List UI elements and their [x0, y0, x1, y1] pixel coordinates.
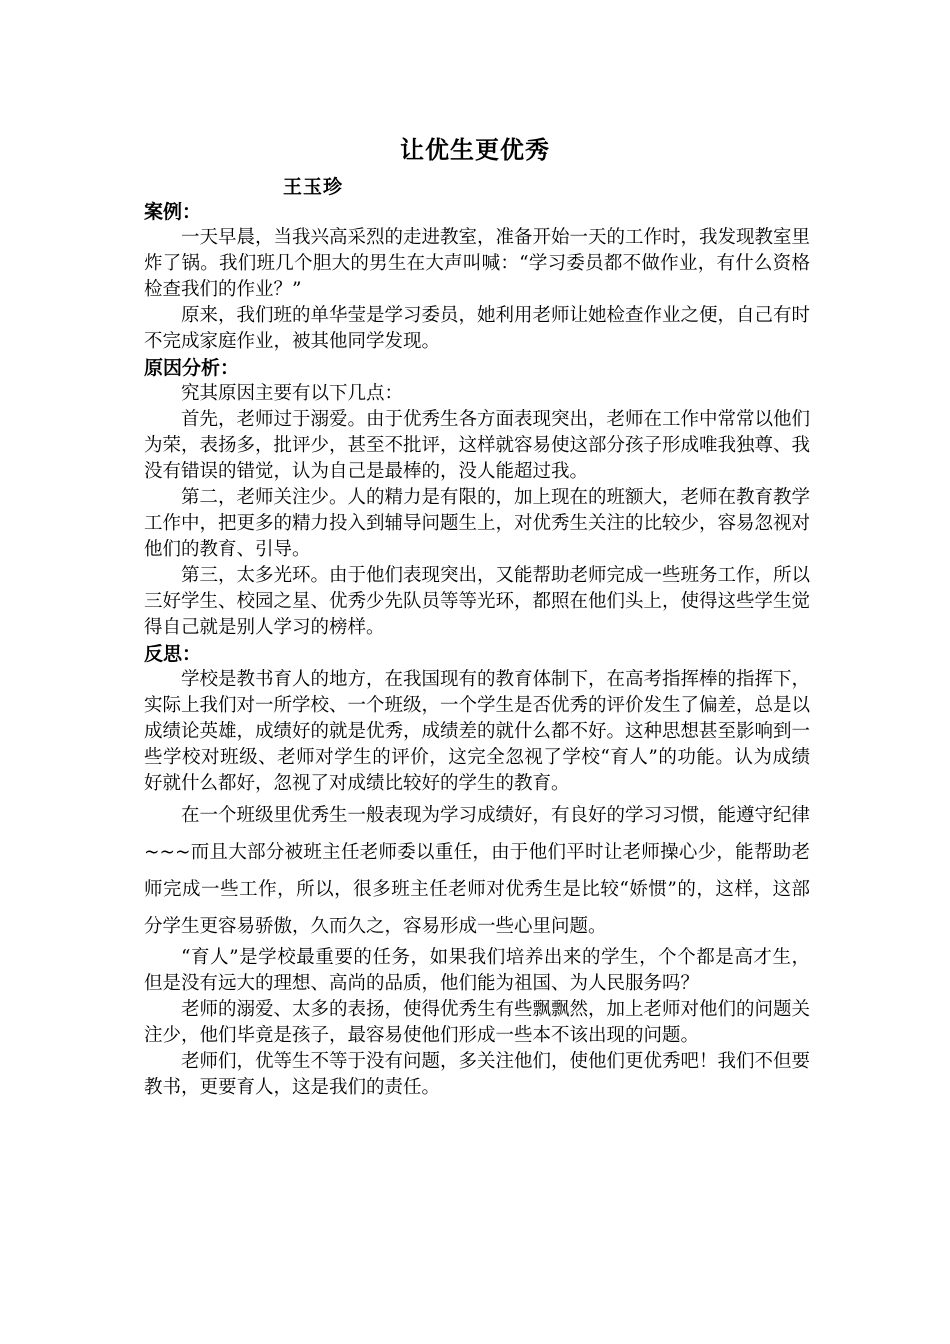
section-heading-case: 案例：	[144, 201, 202, 223]
paragraph: “育人”是学校最重要的任务，如果我们培养出来的学生，个个都是高才生，但是没有远大的理想、高尚的品质，他们能为祖国、为人民服务吗？	[144, 947, 810, 994]
section-case	[144, 199, 810, 355]
section-heading-reflection: 反思：	[144, 643, 202, 665]
document-author: 王玉珍	[283, 176, 344, 198]
paragraph: 老师的溺爱、太多的表扬，使得优秀生有些飘飘然，加上老师对他们的问题关注少，他们毕竟是孩子，最容易使他们形成一些本不该出现的问题。	[144, 999, 811, 1046]
paragraph: 学校是教书育人的地方，在我国现有的教育体制下，在高考指挥棒的指挥下，实际上我们对一所学校、一个班级，一个学生是否优秀的评价发生了偏差，总是以成绩论英雄，成绩好的就是优秀，成绩差的就什么都不好。这种思想甚至影响到一些学校对班级、老师对学生的评价，这完全忽视了学校“育人”的功能。认为成绩好就什么都好，忽视了对成绩比较好的学生的教育。	[144, 669, 811, 794]
paragraph: 究其原因主要有以下几点：	[181, 383, 404, 404]
paragraph: 原来，我们班的单华莹是学习委员，她利用老师让她检查作业之便，自己有时不完成家庭作业，被其他同学发现。	[144, 305, 811, 352]
section-cause-analysis	[144, 355, 810, 641]
paragraph: 一天早晨，当我兴高采烈的走进教室，准备开始一天的工作时，我发现教室里炸了锅。我们班几个胆大的男生在大声叫喊：“学习委员都不做作业，有什么资格检查我们的作业？”	[144, 227, 811, 300]
section-heading-cause-analysis: 原因分析：	[144, 357, 240, 379]
paragraph: 在一个班级里优秀生一般表现为学习成绩好，有良好的学习习惯，能遵守纪律~~~而且大部分被班主任老师委以重任，由于他们平时让老师操心少，能帮助老师完成一些工作，所以，很多班主任老师对优秀生是比较“娇惯”的，这样，这部分学生更容易骄傲，久而久之，容易形成一些心里问题。	[144, 805, 811, 937]
paragraph: 老师们，优等生不等于没有问题，多关注他们，使他们更优秀吧！我们不但要教书，更要育人，这是我们的责任。	[144, 1051, 811, 1098]
document-title: 让优生更优秀	[400, 136, 550, 164]
paragraph: 第三，太多光环。由于他们表现突出，又能帮助老师完成一些班务工作，所以三好学生、校园之星、优秀少先队员等等光环，都照在他们头上，使得这些学生觉得自己就是别人学习的榜样。	[144, 565, 811, 638]
section-reflection	[144, 641, 810, 1101]
paragraph: 首先，老师过于溺爱。由于优秀生各方面表现突出，老师在工作中常常以他们为荣，表扬多，批评少，甚至不批评，这样就容易使这部分孩子形成唯我独尊、我没有错误的错觉，认为自己是最棒的，没人能超过我。	[144, 409, 811, 482]
paragraph: 第二，老师关注少。人的精力是有限的，加上现在的班额大，老师在教育教学工作中，把更多的精力投入到辅导问题生上，对优秀生关注的比较少，容易忽视对他们的教育、引导。	[144, 487, 811, 560]
document-body	[144, 199, 810, 1101]
